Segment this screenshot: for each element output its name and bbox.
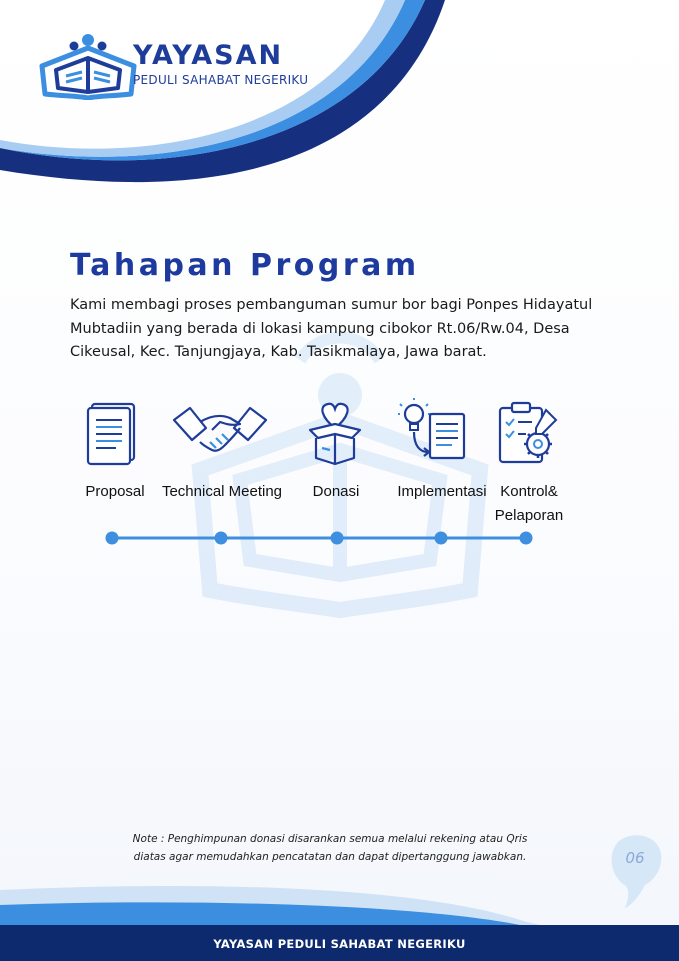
step-label-technical-meeting: Technical Meeting [161,483,283,500]
timeline-dot [106,532,119,545]
watermark-logo [200,338,480,611]
footer-text: YAYASAN PEDULI SAHABAT NEGERIKU [213,937,466,951]
timeline-dot [435,532,448,545]
donation-box-icon [302,400,368,466]
page-number: 06 [625,849,645,867]
note-line-2: diatas agar memudahkan pencatatan dan dapat dipertanggung jawabkan. [133,851,527,863]
idea-document-icon [398,398,470,464]
step-label-donasi: Donasi [312,483,360,500]
handshake-icon [170,398,270,464]
note-line-1: Note : Penghimpunan donasi disarankan semua melalui rekening atau Qris [132,833,528,845]
logo-icon [38,30,138,100]
step-label-proposal: Proposal [85,483,145,500]
timeline-dot [331,532,344,545]
timeline-dot [215,532,228,545]
clipboard-gear-icon [494,400,562,466]
document-icon [80,400,146,466]
step-label-kontrol: Kontrol& [500,483,558,500]
timeline-dot [520,532,533,545]
page-description: Kami membagi proses pembanguman sumur bor bagi Ponpes Hidayatul Mubtadiin yang berada di lokasi kampung cibokor Rt.06/Rw.04, Desa Cikeusal, Kec. Tanjungjaya, Kab. Tasikmalaya, Jawa barat. [70,297,593,360]
step-label-pelaporan: Pelaporan [494,507,564,524]
note-text [80,830,580,866]
page-title: Tahapan Program [70,248,420,283]
org-tagline: PEDULI SAHABAT NEGERIKU [133,73,309,87]
org-name: YAYASAN [133,40,284,71]
page-number-bubble [612,835,662,908]
step-label-implementasi: Implementasi [397,483,487,500]
